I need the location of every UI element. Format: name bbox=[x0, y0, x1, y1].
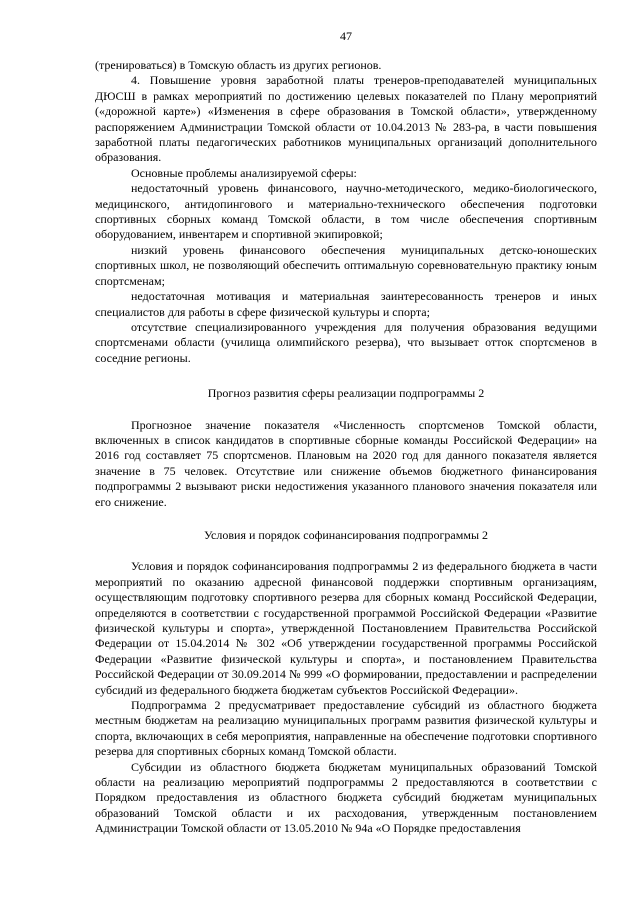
list-item: низкий уровень финансового обеспечения муниципальных детско-юношеских спортивных школ, не позволяющий обеспечить оптимальную соревновательную практику юным спортсменам; bbox=[95, 242, 597, 288]
list-item: недостаточная мотивация и материальная заинтересованность тренеров и иных специалистов для работы в сфере физической культуры и спорта; bbox=[95, 289, 597, 319]
section-heading: Условия и порядок софинансирования подпрограммы 2 bbox=[203, 527, 488, 542]
paragraph: Основные проблемы анализируемой сферы: bbox=[131, 165, 357, 180]
list-item: отсутствие специализированного учреждения для получения образования ведущими спортсменами области (училища олимпийского резерва), что вызывает отток спортсменов в соседние регионы. bbox=[95, 319, 597, 365]
list-item: недостаточный уровень финансового, научно-методического, медико-биологического, медицинского, антидопингового и материально-технического обеспечения подготовки спортивных сборных команд Томской области, в том числе обеспечения спортивным оборудованием, инвентарем и спортивной экипировкой; bbox=[95, 181, 597, 242]
paragraph: Прогнозное значение показателя «Численность спортсменов Томской области, включенных в список кандидатов в спортивные сборные команды Российской Федерации» на 2016 год составляет 75 спортсменов. Плановым на 2020 год для данного показателя является значение в 75 человек. Отсутствие или снижение объемов бюджетного финансирования подпрограммы 2 вызывают риски недостижения указанного планового значения показателя или его снижение. bbox=[95, 417, 597, 509]
section-heading: Прогноз развития сферы реализации подпрограммы 2 bbox=[207, 386, 485, 401]
paragraph: Субсидии из областного бюджета бюджетам муниципальных образований Томской области на реализацию мероприятий подпрограммы 2 предоставляются в соответствии с Порядком предоставления из областного бюджета субсидий бюджетам муниципальных образований Томской области и их расходования, утвержденным постановлением Администрации Томской области от 13.05.2010 № 94а «О Порядке предоставления bbox=[95, 759, 597, 836]
paragraph: Подпрограмма 2 предусматривает предоставление субсидий из областного бюджета местным бюджетам на реализацию муниципальных программ развития физической культуры и спорта, включающих в себя мероприятия, направленные на обеспечение подготовки спортивного резерва для спортивных сборных команд Томской области. bbox=[95, 698, 597, 759]
paragraph: (тренироваться) в Томскую область из других регионов. bbox=[95, 58, 382, 72]
paragraph: 4. Повышение уровня заработной платы тренеров-преподавателей муниципальных ДЮСШ в рамках мероприятий по достижению целевых показателей по Плану мероприятий («дорожной карте») «Изменения в сфере образования в Томской области», утвержденному распоряжением Администрации Томской области от 10.04.2013 № 283-ра, в части повышения заработной платы педагогических работников муниципальных организаций дополнительного образования. bbox=[95, 73, 597, 165]
page-number: 47 bbox=[340, 29, 352, 43]
paragraph: Условия и порядок софинансирования подпрограммы 2 из федерального бюджета в части мероприятий по оказанию адресной финансовой поддержки спортивным организациям, осуществляющим подготовку спортивного резерва для сборных команд Российской Федерации, определяются в соответствии с государственной программой Российской Федерации «Развитие физической культуры и спорта», утвержденной Постановлением Правительства Российской Федерации от 15.04.2014 № 302 «Об утверждении государственной программы Российской Федерации «Развитие физической культуры и спорта», и постановлением Правительства Российской Федерации от 30.09.2014 № 999 «О формировании, предоставлении и распределении субсидий из федерального бюджета бюджетам субъектов Российской Федерации». bbox=[95, 559, 597, 697]
